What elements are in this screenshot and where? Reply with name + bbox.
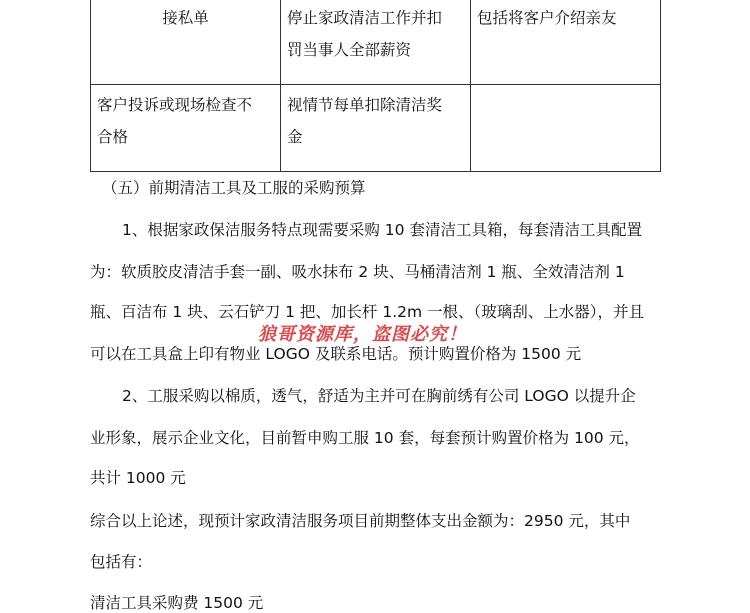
penalty-line: 金 bbox=[287, 128, 303, 146]
section-heading: （五）前期清洁工具及工服的采购预算 bbox=[102, 179, 366, 197]
item2-line: 2、工服采购以棉质，透气，舒适为主并可在胸前绣有公司 LOGO 以提升企 bbox=[122, 387, 636, 405]
table-cell-penalty bbox=[281, 0, 471, 85]
table-cell-penalty bbox=[281, 85, 471, 172]
watermark-text: 狼哥资源库，盗图必究！ bbox=[258, 324, 467, 345]
penalty-line: 罚当事人全部薪资 bbox=[287, 41, 412, 59]
penalty-table bbox=[90, 0, 661, 172]
penalty-line: 视情节每单扣除清洁奖 bbox=[287, 96, 443, 114]
violation-line: 客户投诉或现场检查不 bbox=[97, 96, 253, 114]
summary-line: 包括有： bbox=[90, 553, 153, 571]
item2-line: 业形象，展示企业文化，目前暂申购工服 10 套，每套预计购置价格为 100 元， bbox=[90, 429, 640, 447]
cut-off-line: 清洁工具采购费 1500 元 bbox=[90, 594, 264, 612]
table-row bbox=[91, 0, 661, 85]
item1-line: 瓶、百洁布 1 块、云石铲刀 1 把、加长杆 1.2m 一根、（玻璃刮、上水器），并且 bbox=[90, 303, 645, 321]
item1-line: 为：软质胶皮清洁手套一副、吸水抹布 2 块、马桶清洁剂 1 瓶、全效清洁剂 1 bbox=[90, 263, 625, 281]
violation-text: 接私单 bbox=[162, 9, 209, 27]
table-cell-violation bbox=[91, 85, 281, 172]
table-cell-violation bbox=[91, 0, 281, 85]
summary-line: 综合以上论述，现预计家政清洁服务项目前期整体支出金额为：2950 元，其中 bbox=[90, 512, 631, 530]
item2-line: 共计 1000 元 bbox=[90, 469, 186, 487]
table-row bbox=[91, 85, 661, 172]
table-cell-note bbox=[471, 0, 661, 85]
table-cell-note bbox=[471, 85, 661, 172]
note-text: 包括将客户介绍亲友 bbox=[477, 9, 617, 27]
penalty-line: 停止家政清洁工作并扣 bbox=[287, 9, 443, 27]
item1-line: 可以在工具盒上印有物业 LOGO 及联系电话。预计购置价格为 1500 元 bbox=[90, 345, 582, 363]
violation-line: 合格 bbox=[97, 128, 129, 146]
item1-line: 1、根据家政保洁服务特点现需要采购 10 套清洁工具箱，每套清洁工具配置 bbox=[122, 221, 642, 239]
